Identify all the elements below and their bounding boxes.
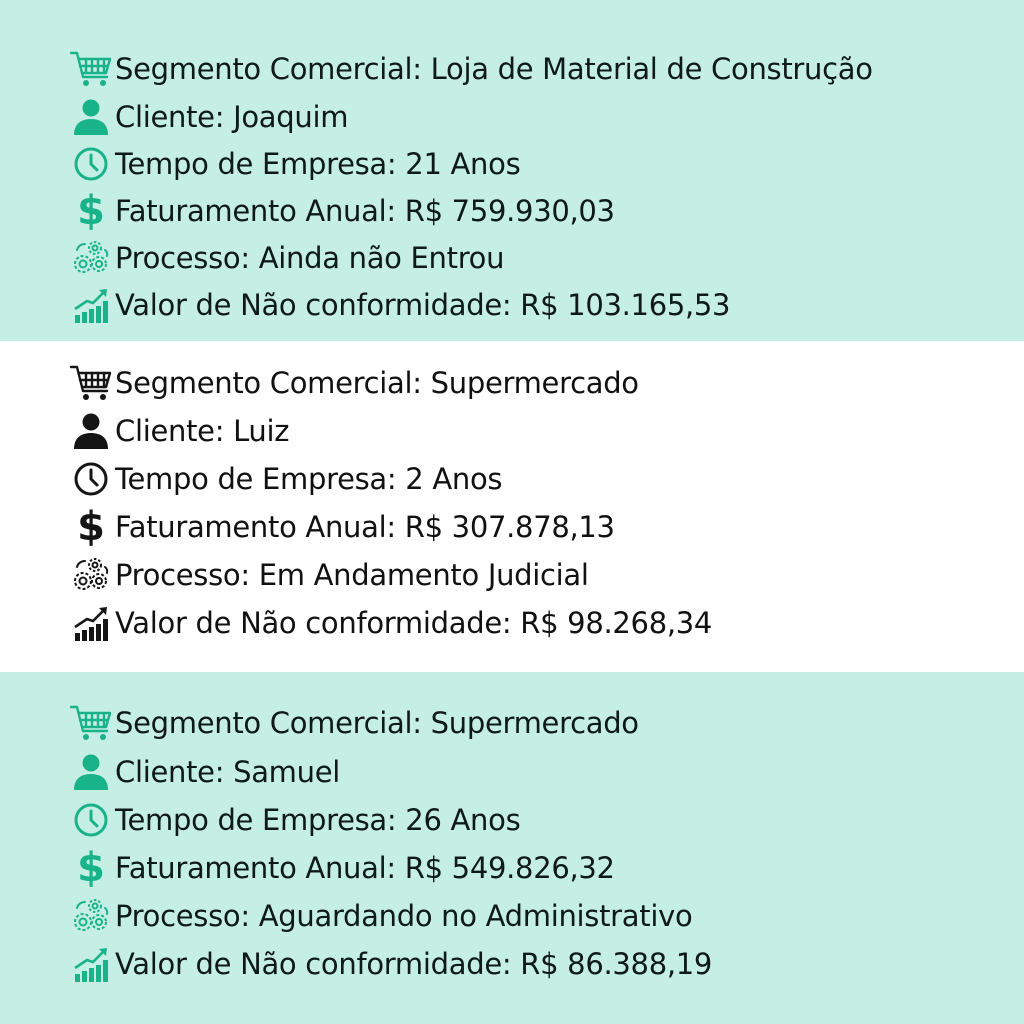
client-text: Cliente: Luiz [115, 414, 290, 448]
user-icon [67, 752, 115, 792]
clock-icon [67, 459, 115, 499]
tenure-text: Tempo de Empresa: 2 Anos [115, 462, 503, 496]
process-row [67, 896, 692, 936]
segment-text: Segmento Comercial: Loja de Material de Construção [115, 52, 873, 86]
tenure-text: Tempo de Empresa: 26 Anos [115, 803, 521, 837]
nonconformity-row [67, 285, 730, 325]
segment-row [67, 363, 639, 403]
gears-icon [67, 238, 115, 278]
segment-text: Segmento Comercial: Supermercado [115, 366, 639, 400]
revenue-row [67, 188, 615, 234]
segment-row [67, 703, 639, 743]
dollar-icon: $ [77, 845, 105, 891]
user-icon [67, 411, 115, 451]
tenure-row [67, 459, 502, 499]
nonconformity-row [67, 603, 712, 643]
nonconformity-text: Valor de Não conformidade: R$ 86.388,19 [115, 947, 713, 981]
chart-up-icon [67, 285, 115, 325]
segment-row [67, 49, 873, 89]
client-card-samuel [0, 672, 1024, 1024]
cart-icon [67, 49, 115, 89]
process-row [67, 238, 504, 278]
process-text: Processo: Aguardando no Administrativo [115, 899, 693, 933]
revenue-row [67, 504, 615, 550]
revenue-text: Faturamento Anual: R$ 759.930,03 [115, 194, 615, 228]
tenure-text: Tempo de Empresa: 21 Anos [115, 147, 521, 181]
process-text: Processo: Em Andamento Judicial [115, 558, 589, 592]
nonconformity-text: Valor de Não conformidade: R$ 103.165,53 [115, 288, 731, 322]
client-text: Cliente: Joaquim [115, 100, 349, 134]
segment-text: Segmento Comercial: Supermercado [115, 706, 639, 740]
revenue-text: Faturamento Anual: R$ 549.826,32 [115, 851, 615, 885]
clock-icon [67, 800, 115, 840]
client-text: Cliente: Samuel [115, 755, 340, 789]
client-card-luiz [0, 341, 1024, 672]
nonconformity-text: Valor de Não conformidade: R$ 98.268,34 [115, 606, 713, 640]
process-text: Processo: Ainda não Entrou [115, 241, 505, 275]
cart-icon [67, 703, 115, 743]
tenure-row [67, 800, 520, 840]
process-row [67, 555, 589, 595]
user-icon [67, 97, 115, 137]
client-row [67, 97, 348, 137]
revenue-text: Faturamento Anual: R$ 307.878,13 [115, 510, 615, 544]
tenure-row [67, 144, 520, 184]
revenue-row [67, 845, 615, 891]
clock-icon [67, 144, 115, 184]
chart-up-icon [67, 944, 115, 984]
gears-icon [67, 896, 115, 936]
dollar-icon: $ [77, 504, 105, 550]
dollar-icon: $ [77, 188, 105, 234]
client-row [67, 411, 289, 451]
chart-up-icon [67, 603, 115, 643]
client-card-joaquim [0, 0, 1024, 341]
client-row [67, 752, 340, 792]
gears-icon [67, 555, 115, 595]
cart-icon [67, 363, 115, 403]
nonconformity-row [67, 944, 712, 984]
